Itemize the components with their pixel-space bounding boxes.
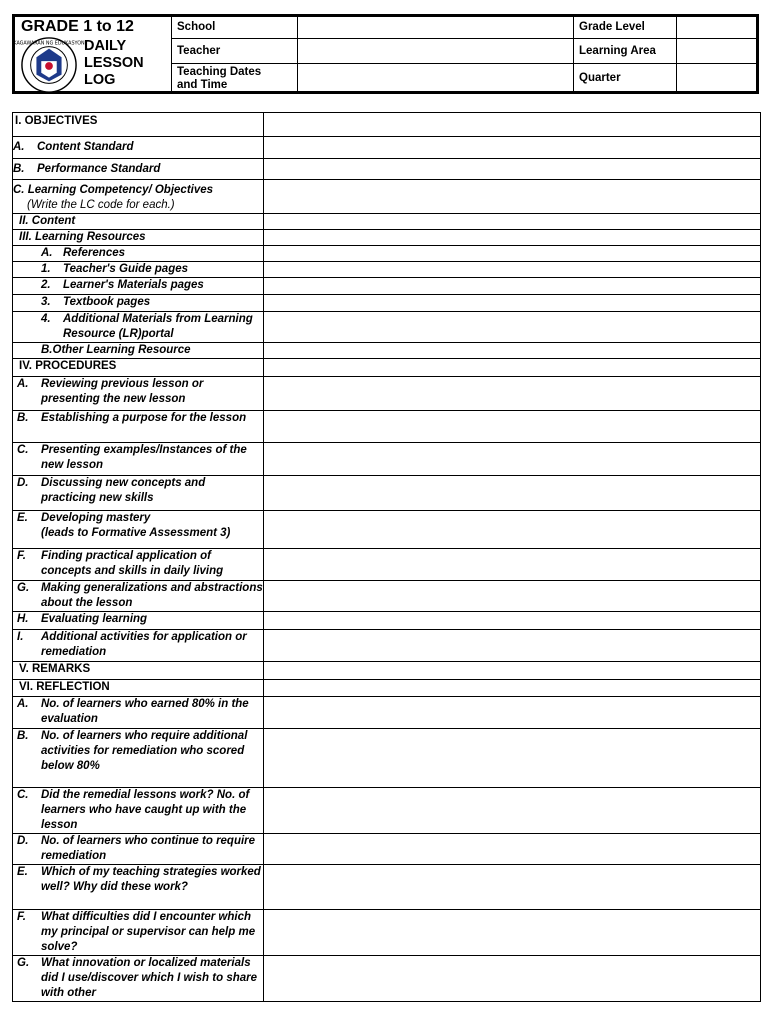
- row-label-cell: [13, 630, 264, 662]
- row-entry-cell[interactable]: [264, 180, 761, 214]
- table-row: [13, 612, 761, 630]
- row-entry-cell[interactable]: [264, 443, 761, 476]
- row-marker: C.: [17, 789, 29, 801]
- header-box: [12, 14, 759, 94]
- deped-seal-icon: [13, 36, 85, 94]
- row-label: I. OBJECTIVES: [15, 115, 98, 127]
- row-marker: E.: [17, 866, 28, 878]
- dll-line: LOG: [84, 72, 116, 88]
- row-label-cell: [13, 581, 264, 612]
- row-marker: E.: [17, 512, 28, 524]
- row-entry-cell[interactable]: [264, 910, 761, 956]
- row-marker: 4.: [41, 313, 51, 325]
- row-entry-cell[interactable]: [264, 137, 761, 159]
- table-row: [13, 246, 761, 262]
- row-marker: D.: [17, 477, 29, 489]
- school-field[interactable]: [297, 17, 573, 39]
- table-row: [13, 312, 761, 343]
- row-label: II. Content: [19, 215, 76, 227]
- row-label-cell: [13, 230, 264, 246]
- grade-level-label: Grade Level: [579, 21, 645, 33]
- row-label-cell: [13, 956, 264, 1002]
- table-row: [13, 476, 761, 511]
- dll-line: LESSON: [84, 55, 144, 71]
- row-entry-cell[interactable]: [264, 411, 761, 443]
- quarter-label-cell: [573, 64, 676, 94]
- table-row: [13, 511, 761, 549]
- row-label-cell: [13, 549, 264, 581]
- row-label: No. of learners who earned 80% in the evaluation: [41, 698, 249, 725]
- row-label-cell: [13, 612, 264, 630]
- row-label: Teacher's Guide pages: [63, 263, 189, 275]
- row-marker: D.: [17, 835, 29, 847]
- row-label-cell: [13, 262, 264, 278]
- row-label: No. of learners who require additional activities for remediation who scored below 80%: [41, 730, 248, 772]
- table-row: [13, 377, 761, 411]
- table-row: [13, 295, 761, 312]
- row-label: Performance Standard: [37, 163, 161, 175]
- row-label: No. of learners who continue to require remediation: [41, 835, 256, 862]
- row-label: Did the remedial lessons work? No. of learners who have caught up with the lesson: [41, 789, 250, 831]
- dll-title: [84, 38, 144, 89]
- table-row: [13, 865, 761, 910]
- table-row: [13, 680, 761, 697]
- row-marker: I.: [17, 631, 24, 643]
- row-entry-cell[interactable]: [264, 680, 761, 697]
- row-label-cell: [13, 834, 264, 865]
- row-label: Content Standard: [37, 141, 134, 153]
- row-entry-cell[interactable]: [264, 312, 761, 343]
- row-label-cell: [13, 443, 264, 476]
- row-label: VI. REFLECTION: [19, 681, 110, 693]
- row-entry-cell[interactable]: [264, 295, 761, 312]
- row-label: Establishing a purpose for the lesson: [41, 412, 247, 424]
- school-label: School: [177, 21, 216, 33]
- quarter-label: Quarter: [579, 72, 621, 84]
- row-marker: 1.: [41, 263, 51, 275]
- table-row: [13, 834, 761, 865]
- row-label: Textbook pages: [63, 296, 151, 308]
- table-row: [13, 262, 761, 278]
- row-marker: C.: [17, 444, 29, 456]
- row-label: What difficulties did I encounter which my principal or supervisor can help me solve?: [41, 911, 256, 953]
- row-label-cell: [13, 246, 264, 262]
- row-marker: G.: [17, 582, 30, 594]
- row-marker: 3.: [41, 296, 51, 308]
- grade-level-field[interactable]: [676, 17, 756, 39]
- row-label: Which of my teaching strategies worked well? Why did these work?: [41, 866, 261, 893]
- table-row: [13, 230, 761, 246]
- row-entry-cell[interactable]: [264, 476, 761, 511]
- row-entry-cell[interactable]: [264, 113, 761, 137]
- row-label-cell: [13, 159, 264, 180]
- table-row: [13, 137, 761, 159]
- table-row: [13, 159, 761, 180]
- row-label: Making generalizations and abstractions about the lesson: [41, 582, 263, 609]
- row-entry-cell[interactable]: [264, 262, 761, 278]
- school-label-cell: [171, 17, 297, 39]
- row-label-cell: [13, 214, 264, 230]
- row-entry-cell[interactable]: [264, 214, 761, 230]
- row-label: What innovation or localized materials did I use/discover which I wish to share with other: [41, 957, 258, 999]
- row-label: B.Other Learning Resource: [41, 344, 191, 356]
- row-label: Reviewing previous lesson or presenting the new lesson: [41, 378, 204, 405]
- row-label: V. REMARKS: [19, 663, 91, 675]
- table-row: [13, 956, 761, 1002]
- row-label-cell: [13, 377, 264, 411]
- table-row: [13, 630, 761, 662]
- row-entry-cell[interactable]: [264, 662, 761, 680]
- row-label-cell: [13, 137, 264, 159]
- row-entry-cell[interactable]: [264, 612, 761, 630]
- row-entry-cell[interactable]: [264, 834, 761, 865]
- row-entry-cell[interactable]: [264, 697, 761, 729]
- row-entry-cell[interactable]: [264, 865, 761, 910]
- svg-text:KAGAWARAN NG EDUKASYON: KAGAWARAN NG EDUKASYON: [13, 41, 85, 47]
- row-sublabel: (leads to Formative Assessment 3): [41, 527, 231, 539]
- row-label-cell: [13, 411, 264, 443]
- row-label: C. Learning Competency/ Objectives (Write the LC code for each.): [13, 184, 214, 211]
- row-label-cell: [13, 865, 264, 910]
- row-marker: A.: [17, 378, 29, 390]
- form-title: GRADE 1 to 12: [21, 18, 134, 35]
- table-row: [13, 697, 761, 729]
- row-label: Learner's Materials pages: [63, 279, 204, 291]
- row-label: Presenting examples/Instances of the new lesson: [41, 444, 247, 471]
- row-marker: A.: [41, 247, 53, 259]
- row-entry-cell[interactable]: [264, 377, 761, 411]
- row-marker: B.: [13, 163, 25, 175]
- row-label-cell: [13, 278, 264, 295]
- row-label-cell: [13, 511, 264, 549]
- dll-line: DAILY: [84, 38, 127, 54]
- learning-area-label: Learning Area: [579, 45, 656, 57]
- row-marker: 2.: [41, 279, 51, 291]
- row-entry-cell[interactable]: [264, 956, 761, 1002]
- row-marker: H.: [17, 613, 29, 625]
- row-label-cell: [13, 113, 264, 137]
- row-entry-cell[interactable]: [264, 230, 761, 246]
- row-label-cell: [13, 359, 264, 377]
- learning-area-label-cell: [573, 39, 676, 64]
- row-marker: G.: [17, 957, 30, 969]
- row-label: Finding practical application of concepts and skills in daily living: [41, 550, 224, 577]
- table-row: [13, 729, 761, 788]
- row-marker: A.: [13, 141, 25, 153]
- row-label: References: [63, 247, 126, 259]
- teacher-field[interactable]: [297, 39, 573, 64]
- dates-label: Teaching Dates and Time: [177, 66, 262, 91]
- row-label-cell: [13, 295, 264, 312]
- row-label-cell: [13, 729, 264, 788]
- row-label-cell: [13, 312, 264, 343]
- row-entry-cell[interactable]: [264, 729, 761, 788]
- row-label: Additional activities for application or remediation: [41, 631, 247, 658]
- row-label-cell: [13, 662, 264, 680]
- dates-label-cell: [171, 64, 297, 94]
- teacher-label-cell: [171, 39, 297, 64]
- row-entry-cell[interactable]: [264, 359, 761, 377]
- row-entry-cell[interactable]: [264, 343, 761, 359]
- teacher-label: Teacher: [177, 45, 221, 57]
- table-row: [13, 214, 761, 230]
- learning-area-field[interactable]: [676, 39, 756, 64]
- row-label-cell: [13, 680, 264, 697]
- grade-level-label-cell: [573, 17, 676, 39]
- row-label-cell: [13, 476, 264, 511]
- table-row: [13, 549, 761, 581]
- table-row: [13, 910, 761, 956]
- row-entry-cell[interactable]: [264, 788, 761, 834]
- table-row: [13, 180, 761, 214]
- row-label-cell: [13, 180, 264, 214]
- row-entry-cell[interactable]: [264, 246, 761, 262]
- row-label-cell: [13, 788, 264, 834]
- row-label: Developing mastery (leads to Formative Assessment 3): [41, 512, 231, 539]
- table-row: [13, 113, 761, 137]
- row-label: IV. PROCEDURES: [19, 360, 117, 372]
- lesson-log-table: [12, 112, 761, 1002]
- row-entry-cell[interactable]: [264, 278, 761, 295]
- table-row: [13, 411, 761, 443]
- row-label-cell: [13, 697, 264, 729]
- row-entry-cell[interactable]: [264, 511, 761, 549]
- row-marker: B.: [17, 730, 29, 742]
- row-marker: F.: [17, 550, 26, 562]
- row-entry-cell[interactable]: [264, 549, 761, 581]
- row-entry-cell[interactable]: [264, 630, 761, 662]
- table-row: [13, 443, 761, 476]
- table-row: [13, 343, 761, 359]
- row-marker: A.: [17, 698, 29, 710]
- row-entry-cell[interactable]: [264, 159, 761, 180]
- table-row: [13, 662, 761, 680]
- row-label: III. Learning Resources: [19, 231, 146, 243]
- row-label-cell: [13, 343, 264, 359]
- row-label: Discussing new concepts and practicing new skills: [41, 477, 206, 504]
- table-row: [13, 788, 761, 834]
- table-row: [13, 581, 761, 612]
- row-sublabel: (Write the LC code for each.): [27, 199, 175, 211]
- row-label-cell: [13, 910, 264, 956]
- table-row: [13, 359, 761, 377]
- dates-field[interactable]: [297, 64, 573, 94]
- row-marker: F.: [17, 911, 26, 923]
- row-marker: B.: [17, 412, 29, 424]
- row-label: Evaluating learning: [41, 613, 148, 625]
- table-row: [13, 278, 761, 295]
- row-entry-cell[interactable]: [264, 581, 761, 612]
- quarter-field[interactable]: [676, 64, 756, 94]
- row-label: Additional Materials from Learning Resource (LR)portal: [63, 313, 253, 340]
